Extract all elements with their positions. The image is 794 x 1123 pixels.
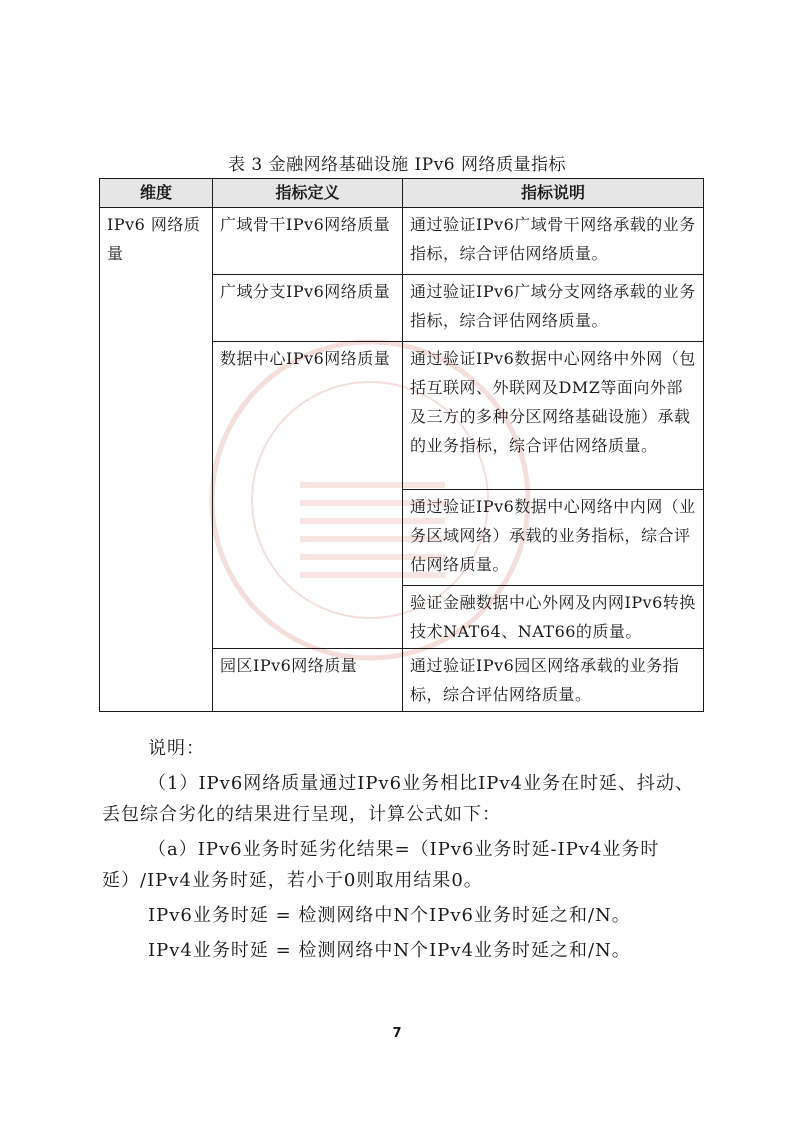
header-description: 指标说明 — [403, 179, 704, 208]
definition-cell: 广域分支IPv6网络质量 — [213, 275, 403, 342]
definition-cell: 数据中心IPv6网络质量 — [213, 342, 403, 649]
description-cell: 通过验证IPv6广域分支网络承载的业务指标，综合评估网络质量。 — [403, 275, 704, 342]
page-number: 7 — [392, 1026, 402, 1041]
header-definition: 指标定义 — [213, 179, 403, 208]
notes-section — [102, 733, 700, 970]
table-header-row — [100, 179, 704, 208]
description-cell: 通过验证IPv6园区网络承载的业务指标，综合评估网络质量。 — [403, 649, 704, 712]
note-paragraph: （1）IPv6网络质量通过IPv6业务相比IPv4业务在时延、抖动、丢包综合劣化的结果进行呈现，计算公式如下： — [102, 773, 694, 825]
description-cell: 通过验证IPv6广域骨干网络承载的业务指标，综合评估网络质量。 — [403, 208, 704, 275]
table-caption: 表 3 金融网络基础设施 IPv6 网络质量指标 — [227, 155, 566, 175]
dimension-cell: IPv6 网络质量 — [100, 208, 213, 712]
description-cell: 验证金融数据中心外网及内网IPv6转换技术NAT64、NAT66的质量。 — [403, 586, 704, 649]
definition-cell: 广域骨干IPv6网络质量 — [213, 208, 403, 275]
notes-title: 说明： — [148, 738, 205, 759]
header-dimension: 维度 — [100, 179, 213, 208]
description-cell: 通过验证IPv6数据中心网络中外网（包括互联网、外联网及DMZ等面向外部及三方的多种分区网络基础设施）承载的业务指标，综合评估网络质量。 — [403, 342, 704, 490]
note-paragraph: （a）IPv6业务时延劣化结果=（IPv6业务时延-IPv4业务时延）/IPv4业务时延，若小于0则取用结果0。 — [102, 839, 660, 891]
metrics-table — [99, 178, 704, 712]
description-cell: 通过验证IPv6数据中心网络中内网（业务区域网络）承载的业务指标，综合评估网络质量。 — [403, 490, 704, 586]
note-paragraph: IPv6业务时延 = 检测网络中N个IPv6业务时延之和/N。 — [148, 905, 631, 926]
table-row — [100, 208, 704, 275]
note-paragraph: IPv4业务时延 = 检测网络中N个IPv4业务时延之和/N。 — [148, 940, 631, 961]
definition-cell: 园区IPv6网络质量 — [213, 649, 403, 712]
